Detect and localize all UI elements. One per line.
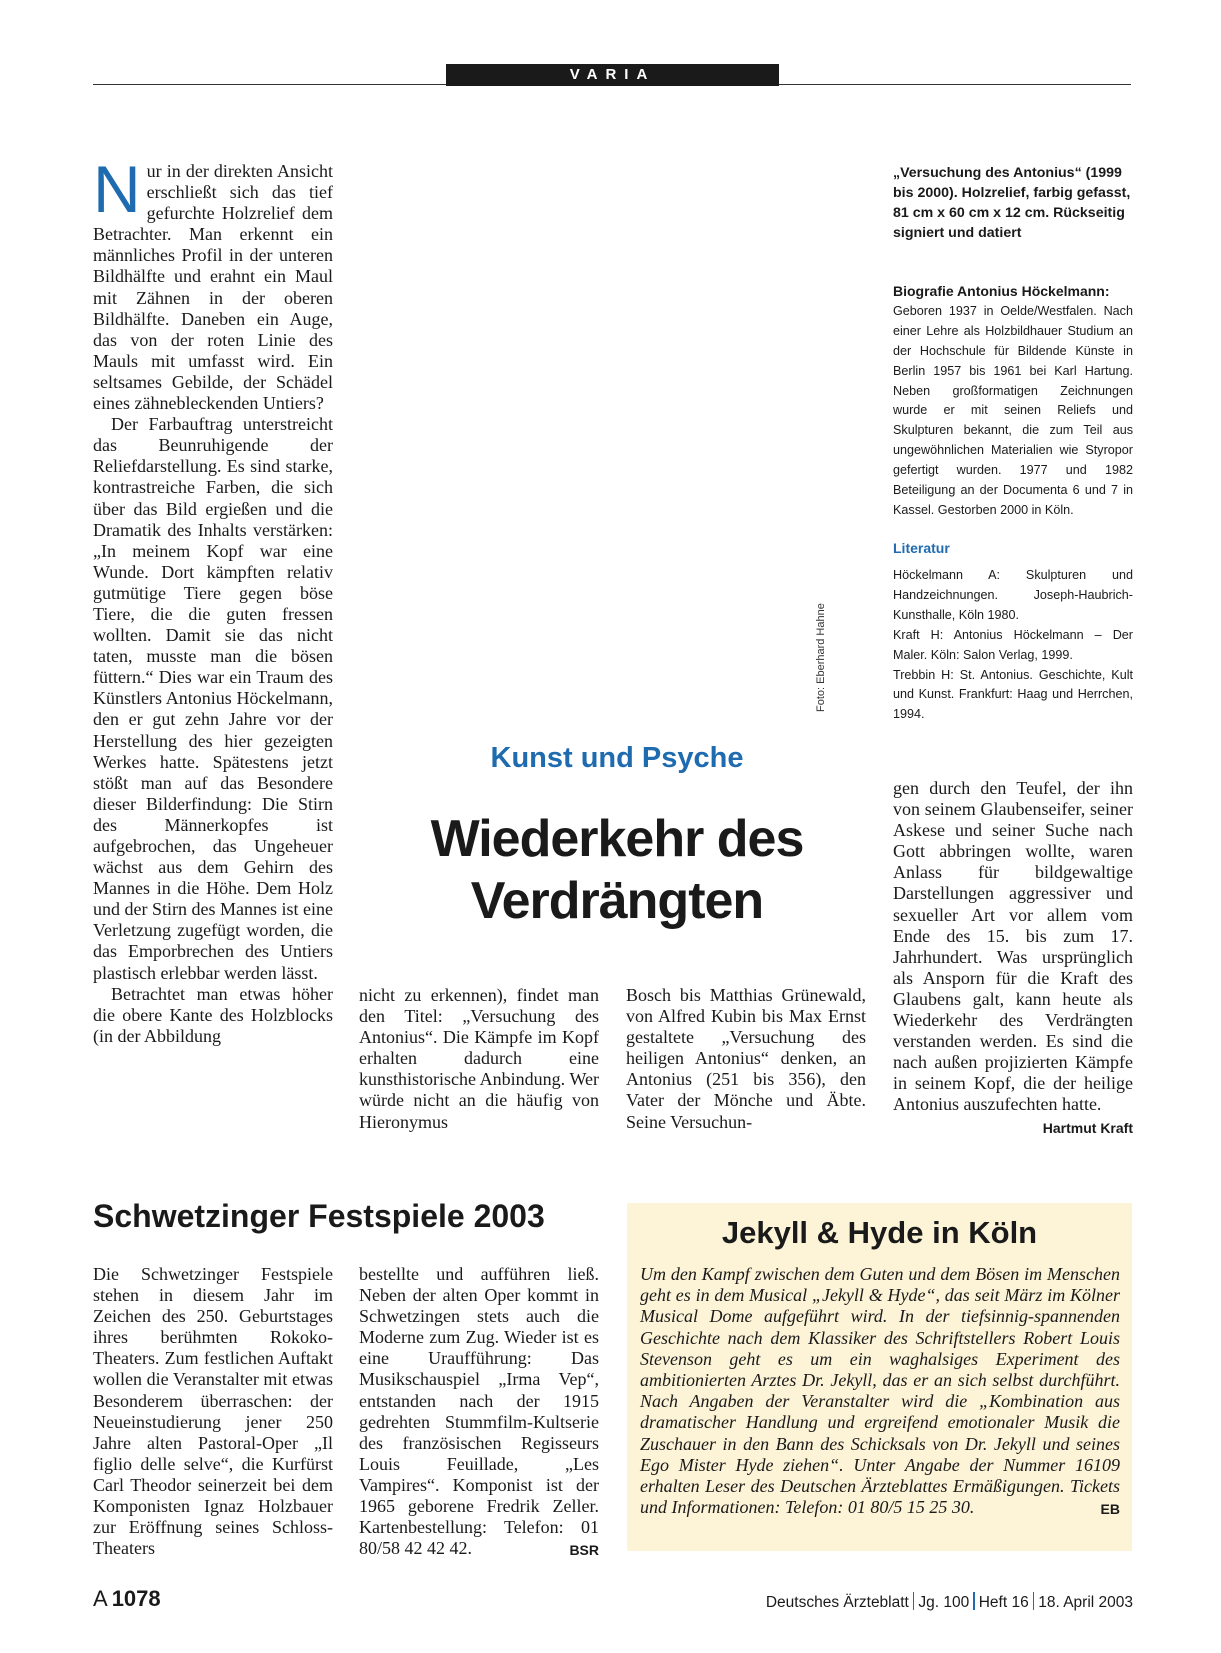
footer-separator [973, 1592, 975, 1610]
biography-text: Geboren 1937 in Oelde/Westfalen. Nach einer Lehre als Holzbildhauer Studium an der Hochschule für Bildende Künste in Berlin 1957 bis 1961 bei Karl Hartung. Neben großformatigen Zeichnungen wurde er mit seinen Reliefs und Skulpturen bekannt, die zum Teil aus ungewöhnlichen Materialien wie Styropor gefertigt wurden. 1977 und 1982 Beteiligung an der Documenta 6 und 7 in Kassel. Gestorben 2000 in Köln. [893, 303, 1133, 517]
drop-cap: N [93, 152, 141, 226]
literature-list [893, 566, 1133, 725]
article-headline [357, 808, 877, 932]
festspiele-paragraph: Die Schwetzinger Festspiele stehen in diesem Jahr im Zeichen des 250. Geburtstages ihres berühmten Rokoko-Theaters. Zum festlichen Auftakt wollen die Veranstalter mit etwas Besonderem überraschen: der Neueinstudierung jener 250 Jahre alten Pastoral-Oper „Il figlio delle selve“, die Kurfürst Carl Theodor seinerzeit bei dem Komponisten Ignaz Holzbauer zur Eröffnung seines Schloss-Theaters [93, 1264, 333, 1559]
publication-volume: Jg. 100 [918, 1594, 970, 1611]
page-number [93, 1586, 161, 1612]
article-paragraph: Der Farbauftrag unterstreicht das Beunruhigende der Reliefdarstellung. Es sind starke, kontrastreiche Farben, die sich über das Bild ergießen und die Dramatik des Inhalts verstärken: „In meinem Kopf war eine Wunde. Dort kämpften relativ gutmütige Tiere gegen böse Tiere, die die guten fressen wollten. Damit sie das nicht taten, musste man die bösen füttern.“ Dies war ein Traum des Künstlers Antonius Höckelmann, den er gut zehn Jahre vor der Herstellung des hier gezeigten Werkes hatte. Spätestens jetzt stößt man auf das Besondere dieser Bilderfindung: Die Stirn des Männerkopfes ist aufgebrochen, das Ungeheuer wächst aus dem Gehirn des Mannes in die Höhe. Dem Holz und der Stirn des Mannes ist eine Verletzung zugefügt worden, die das Emporbrechen des Untiers plastisch erlebbar werden lässt. [93, 414, 333, 983]
festspiele-column-1 [93, 1264, 333, 1559]
image-caption: „Versuchung des Antonius“ (1999 bis 2000). Holzrelief, farbig gefasst, 81 cm x 60 cm x 12 cm. Rückseitig signiert und datiert [893, 165, 1131, 241]
literature-item: Kraft H: Antonius Höckelmann – Der Maler. Köln: Salon Verlag, 1999. [893, 627, 1133, 662]
article-column-1 [93, 152, 333, 1047]
publication-name: Deutsches Ärzteblatt [765, 1594, 909, 1611]
jekyll-text: Um den Kampf zwischen dem Guten und dem Bösen im Menschen geht es in dem Musical „Jekyll & Hyde“, das seit März im Kölner Musical Dome aufgeführt wird. In der tiefsinnig-spannenden Geschichte nach dem Klassiker des Schriftstellers Robert Louis Stevenson geht es um ein waghalsiges Experiment des ambitionierten Arztes Dr. Jekyll, das er an sich selbst durchführt. Nach Angaben der Veranstalter wird die „Kombination aus dramatischer Handlung und ergreifend emotionaler Musik die Zuschauer in den Bann des Schicksals von Dr. Jekyll und seines Ego Mister Hyde ziehen“. Unter Angabe der Nummer 16109 erhalten Leser des Deutschen Ärzteblattes Ermäßigungen. Tickets und Informationen: Telefon: 01 80/5 15 25 30. EB [640, 1264, 1120, 1520]
literature-item: Trebbin H: St. Antonius. Geschichte, Kult und Kunst. Frankfurt: Haag und Herrchen, 1994. [893, 667, 1133, 722]
article-paragraph: Bosch bis Matthias Grünewald, von Alfred Kubin bis Max Ernst gestaltete „Versuchung des heiligen Antonius“ denken, an Antonius (251 bis 356), den Vater der Mönche und Äbte. Seine Versuchun- [626, 985, 866, 1132]
biography-title: Biografie Antonius Höckelmann: [893, 283, 1110, 299]
footer-separator [913, 1592, 915, 1610]
article-column-4 [893, 778, 1133, 1139]
literature-item: Höckelmann A: Skulpturen und Handzeichnungen. Joseph-Haubrich-Kunsthalle, Köln 1980. [893, 568, 1133, 622]
publication-info [766, 1592, 1133, 1612]
footer-separator [1033, 1592, 1035, 1610]
section-label: VARIA [446, 64, 779, 86]
festspiele-author: BSR [569, 1542, 599, 1559]
article-paragraph: gen durch den Teufel, der ihn von seinem Glaubenseifer, seiner Askese und seiner Suche nach Gott abbringen wollte, waren Anlass für bildgewaltige Darstellungen aggressiver und sexueller Art vor allem vom Ende des 15. bis zum 17. Jahrhundert. Was ursprünglich als Ansporn für die Kraft des Glaubens galt, kann heute als Wiederkehr des Verdrängten verstanden werden. Es sind die nach außen projizierten Kämpfe in seinem Kopf, die der heilige Antonius auszufechten hatte. Hartmut Kraft [893, 778, 1133, 1116]
festspiele-column-2 [359, 1264, 599, 1561]
jekyll-title: Jekyll & Hyde in Köln [721, 1215, 1038, 1250]
article-paragraph: Betrachtet man etwas höher die obere Kante des Holzblocks (in der Abbildung [93, 983, 333, 1046]
article-paragraph: Nur in der direkten Ansicht erschließt sich das tief gefurchte Holzrelief dem Betrachter. Man erkennt ein männliches Profil in der unteren Bildhälfte und erahnt ein Maul mit Zähnen in der oberen Bildhälfte. Daneben ein Auge, das von der roten Linie des Mauls mit umfasst wird. Ein seltsames Gebilde, der Schädel eines zähnebleckenden Untiers? [93, 152, 333, 414]
jekyll-author: EB [1100, 1501, 1120, 1518]
photo-credit: Foto: Eberhard Hahne [815, 603, 827, 712]
festspiele-paragraph: bestellte und aufführen ließ. Neben der alten Oper kommt in Schwetzingen stets auch die Moderne zum Zug. Wieder ist es eine Uraufführung: Das Musikschauspiel „Irma Vep“, entstanden nach der 1915 gedrehten Stummfilm-Kultserie des französischen Regisseurs Louis Feuillade, „Les Vampires“. Komponist ist der 1965 geborene Fredrik Zeller. Kartenbestellung: Telefon: 01 80/58 42 42 42. BSR [359, 1264, 599, 1559]
festspiele-title: Schwetzinger Festspiele 2003 [93, 1198, 545, 1234]
literature-title: Literatur [893, 540, 950, 556]
headline-line: Verdrängten [470, 872, 764, 930]
publication-date: 18. April 2003 [1038, 1594, 1133, 1611]
page-number-value: 1078 [111, 1586, 161, 1611]
article-paragraph: nicht zu erkennen), findet man den Titel: „Versuchung des Antonius“. Die Kämpfe im Kopf erhalten dadurch eine kunsthistorische Anbindung. Wer würde nicht an die häufig von Hieronymus [359, 985, 599, 1132]
article-author: Hartmut Kraft [1042, 1119, 1133, 1136]
article-kicker: Kunst und Psyche [490, 742, 744, 774]
biography [893, 282, 1133, 521]
page-prefix: A [93, 1586, 108, 1611]
article-column-3 [626, 985, 866, 1133]
publication-issue: Heft 16 [978, 1594, 1029, 1611]
article-column-2 [359, 985, 599, 1133]
headline-line: Wiederkehr des [430, 810, 804, 868]
